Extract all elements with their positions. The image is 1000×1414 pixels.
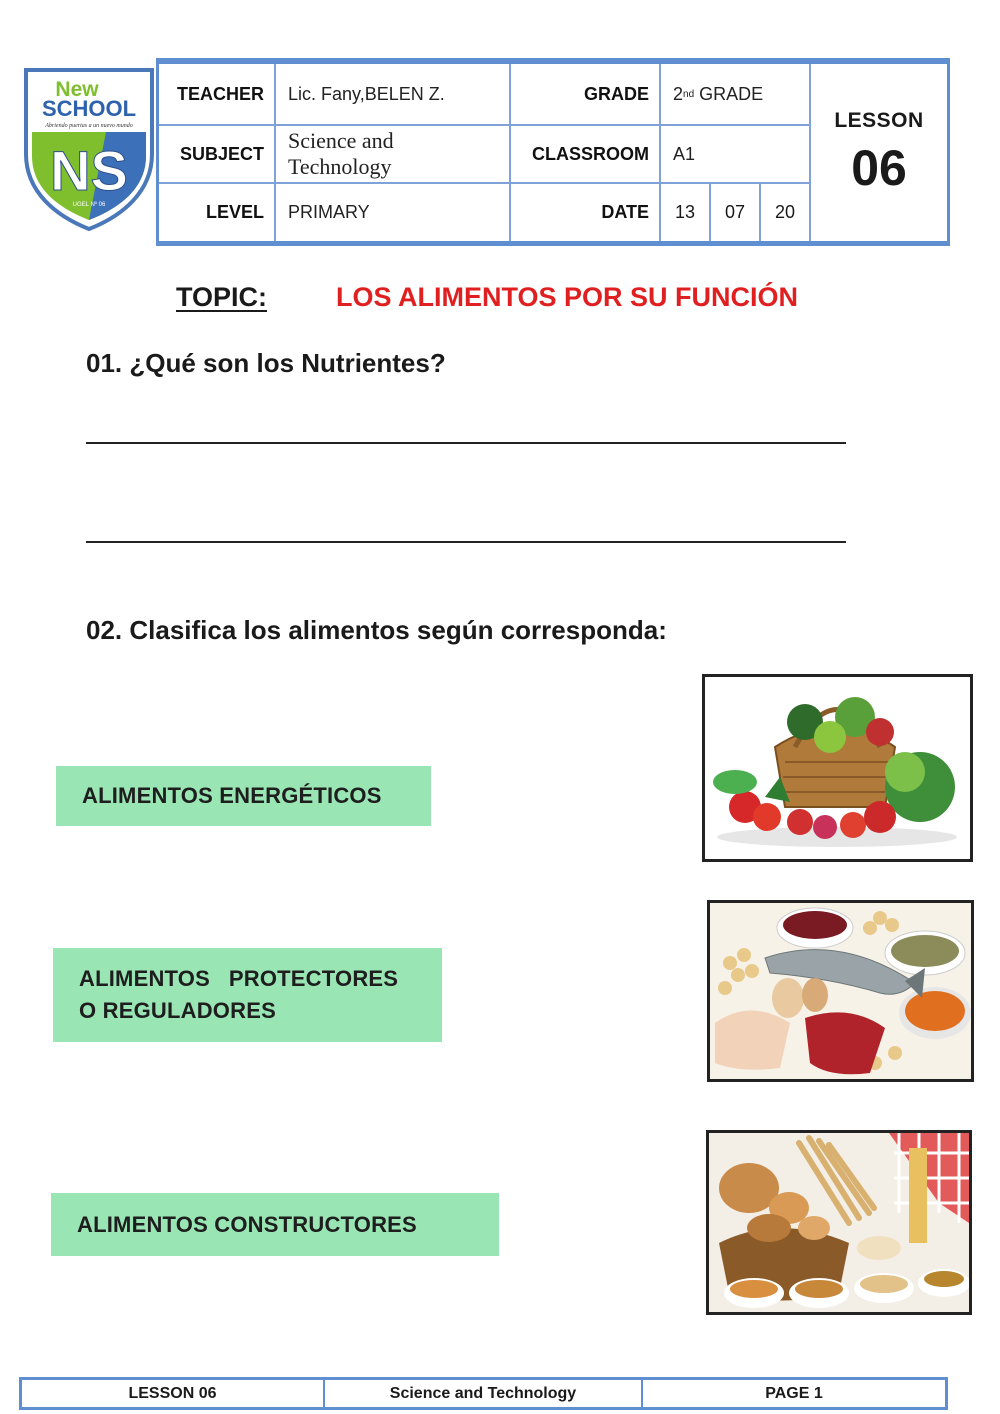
subject-value xyxy=(276,126,511,184)
teacher-value: Lic. Fany,BELEN Z. xyxy=(276,64,511,126)
answer-line-2[interactable] xyxy=(86,541,846,543)
category-protectores-line-1: ALIMENTOS PROTECTORES xyxy=(79,966,399,991)
category-protectores[interactable] xyxy=(53,948,442,1042)
date-month: 07 xyxy=(711,184,761,241)
level-value: PRIMARY xyxy=(276,184,511,241)
level-label: LEVEL xyxy=(159,184,276,241)
page-footer xyxy=(19,1377,948,1410)
topic-title: LOS ALIMENTOS POR SU FUNCIÓN xyxy=(336,282,799,312)
date-label: DATE xyxy=(511,184,661,241)
classroom-value: A1 xyxy=(661,126,811,184)
grade-suffix: nd xyxy=(683,88,695,100)
logo-brand-bottom: SCHOOL xyxy=(41,96,137,121)
category-constructores[interactable]: ALIMENTOS CONSTRUCTORES xyxy=(51,1193,499,1256)
footer-page: PAGE 1 xyxy=(765,1384,823,1402)
grade-label: GRADE xyxy=(511,64,661,126)
footer-lesson: LESSON 06 xyxy=(22,1380,325,1407)
logo-ugel: UGEL Nº 06 xyxy=(72,202,106,208)
question-1: 01. ¿Qué son los Nutrientes? xyxy=(86,348,446,378)
lesson-box xyxy=(811,64,947,241)
subject-line-2: Technology xyxy=(288,154,392,179)
subject-label: SUBJECT xyxy=(159,126,276,184)
category-energeticos[interactable]: ALIMENTOS ENERGÉTICOS xyxy=(56,766,431,826)
lesson-number: 06 xyxy=(851,139,907,196)
logo-brand-top: New xyxy=(55,78,99,101)
topic-label: TOPIC: xyxy=(176,282,268,312)
teacher-label: TEACHER xyxy=(159,64,276,126)
school-logo xyxy=(22,66,156,232)
lesson-header-table xyxy=(156,58,950,246)
category-protectores-line-2: O REGULADORES xyxy=(79,998,276,1023)
lesson-label: LESSON xyxy=(834,108,924,132)
date-year: 20 xyxy=(761,184,811,241)
grade-word: GRADE xyxy=(694,83,764,104)
protein-foods-image[interactable] xyxy=(707,900,974,1082)
logo-tagline: Abriendo puertas a un nuevo mundo xyxy=(45,123,133,129)
grade-value xyxy=(661,64,811,126)
date-day: 13 xyxy=(661,184,711,241)
footer-subject: Science and Technology xyxy=(325,1380,643,1407)
grade-number: 2 xyxy=(673,83,684,104)
subject-line-1: Science and xyxy=(288,128,394,153)
classroom-label: CLASSROOM xyxy=(511,126,661,184)
logo-initials: NS xyxy=(50,139,128,202)
answer-line-1[interactable] xyxy=(86,442,846,444)
fruits-vegetables-image[interactable] xyxy=(702,674,973,862)
breads-cereals-image[interactable] xyxy=(706,1130,972,1315)
question-2: 02. Clasifica los alimentos según corresponda: xyxy=(86,615,667,645)
